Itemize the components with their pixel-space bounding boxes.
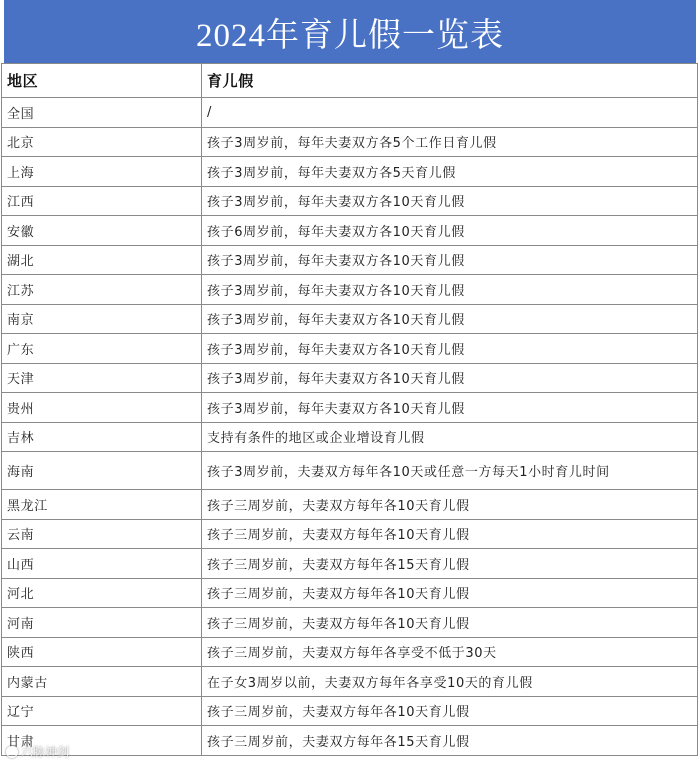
table-row <box>2 127 698 157</box>
region-cell: 辽宁 <box>2 696 202 726</box>
watermark-text: 六脉神剑 <box>21 745 70 759</box>
region-cell: 贵州 <box>2 393 202 423</box>
region-cell: 江西 <box>2 186 202 216</box>
region-cell: 江苏 <box>2 275 202 305</box>
leave-cell: 孩子3周岁前，每年夫妻双方各10天育儿假 <box>202 275 698 305</box>
table-row <box>2 216 698 246</box>
region-cell: 北京 <box>2 127 202 157</box>
table-row <box>2 726 698 756</box>
leave-cell: 孩子3周岁前，夫妻双方每年各10天或任意一方每天1小时育儿时间 <box>202 452 698 490</box>
leave-cell: 孩子三周岁前，夫妻双方每年各10天育儿假 <box>202 608 698 638</box>
header-region: 地区 <box>2 64 202 98</box>
region-cell: 湖北 <box>2 245 202 275</box>
leave-cell: 孩子三周岁前，夫妻双方每年各10天育儿假 <box>202 696 698 726</box>
table-row <box>2 98 698 128</box>
leave-cell: 孩子3周岁前，每年夫妻双方各5天育儿假 <box>202 157 698 187</box>
region-cell: 河南 <box>2 608 202 638</box>
region-cell: 海南 <box>2 452 202 490</box>
table-row <box>2 304 698 334</box>
leave-cell: 孩子3周岁前，每年夫妻双方各10天育儿假 <box>202 363 698 393</box>
leave-cell: 孩子三周岁前，夫妻双方每年各10天育儿假 <box>202 578 698 608</box>
region-cell: 安徽 <box>2 216 202 246</box>
table-row <box>2 578 698 608</box>
region-cell: 南京 <box>2 304 202 334</box>
header-leave: 育儿假 <box>202 64 698 98</box>
leave-cell: 孩子三周岁前，夫妻双方每年各享受不低于30天 <box>202 637 698 667</box>
region-cell: 吉林 <box>2 422 202 452</box>
table-row <box>2 696 698 726</box>
leave-cell: 孩子三周岁前，夫妻双方每年各10天育儿假 <box>202 490 698 520</box>
region-cell: 甘肃 <box>2 726 202 756</box>
leave-cell: 孩子三周岁前，夫妻双方每年各15天育儿假 <box>202 549 698 579</box>
region-cell: 广东 <box>2 334 202 364</box>
page-title: 2024年育儿假一览表 <box>4 0 696 64</box>
leave-cell: / <box>202 98 698 128</box>
table-row <box>2 608 698 638</box>
region-cell: 云南 <box>2 519 202 549</box>
leave-table <box>1 63 698 756</box>
table-row <box>2 452 698 490</box>
table-row <box>2 667 698 697</box>
leave-cell: 在子女3周岁以前，夫妻双方每年各享受10天的育儿假 <box>202 667 698 697</box>
region-cell: 全国 <box>2 98 202 128</box>
leave-cell: 孩子6周岁前，每年夫妻双方各10天育儿假 <box>202 216 698 246</box>
leave-cell: 孩子3周岁前，每年夫妻双方各10天育儿假 <box>202 304 698 334</box>
table-row <box>2 422 698 452</box>
leave-cell: 孩子三周岁前，夫妻双方每年各15天育儿假 <box>202 726 698 756</box>
table-row <box>2 157 698 187</box>
table-row <box>2 490 698 520</box>
region-cell: 黑龙江 <box>2 490 202 520</box>
leave-cell: 孩子3周岁前，每年夫妻双方各5个工作日育儿假 <box>202 127 698 157</box>
leave-cell: 孩子3周岁前，每年夫妻双方各10天育儿假 <box>202 393 698 423</box>
leave-cell: 孩子3周岁前，每年夫妻双方各10天育儿假 <box>202 186 698 216</box>
leave-cell: 支持有条件的地区或企业增设育儿假 <box>202 422 698 452</box>
table-header-row <box>2 64 698 98</box>
table-row <box>2 637 698 667</box>
table-row <box>2 275 698 305</box>
table-row <box>2 245 698 275</box>
region-cell: 内蒙古 <box>2 667 202 697</box>
region-cell: 河北 <box>2 578 202 608</box>
leave-cell: 孩子3周岁前，每年夫妻双方各10天育儿假 <box>202 245 698 275</box>
table-row <box>2 363 698 393</box>
table-row <box>2 549 698 579</box>
table-row <box>2 334 698 364</box>
table-row <box>2 186 698 216</box>
region-cell: 陕西 <box>2 637 202 667</box>
table-row <box>2 393 698 423</box>
leave-cell: 孩子三周岁前，夫妻双方每年各10天育儿假 <box>202 519 698 549</box>
leave-cell: 孩子3周岁前，每年夫妻双方各10天育儿假 <box>202 334 698 364</box>
table-row <box>2 519 698 549</box>
region-cell: 山西 <box>2 549 202 579</box>
region-cell: 上海 <box>2 157 202 187</box>
region-cell: 天津 <box>2 363 202 393</box>
